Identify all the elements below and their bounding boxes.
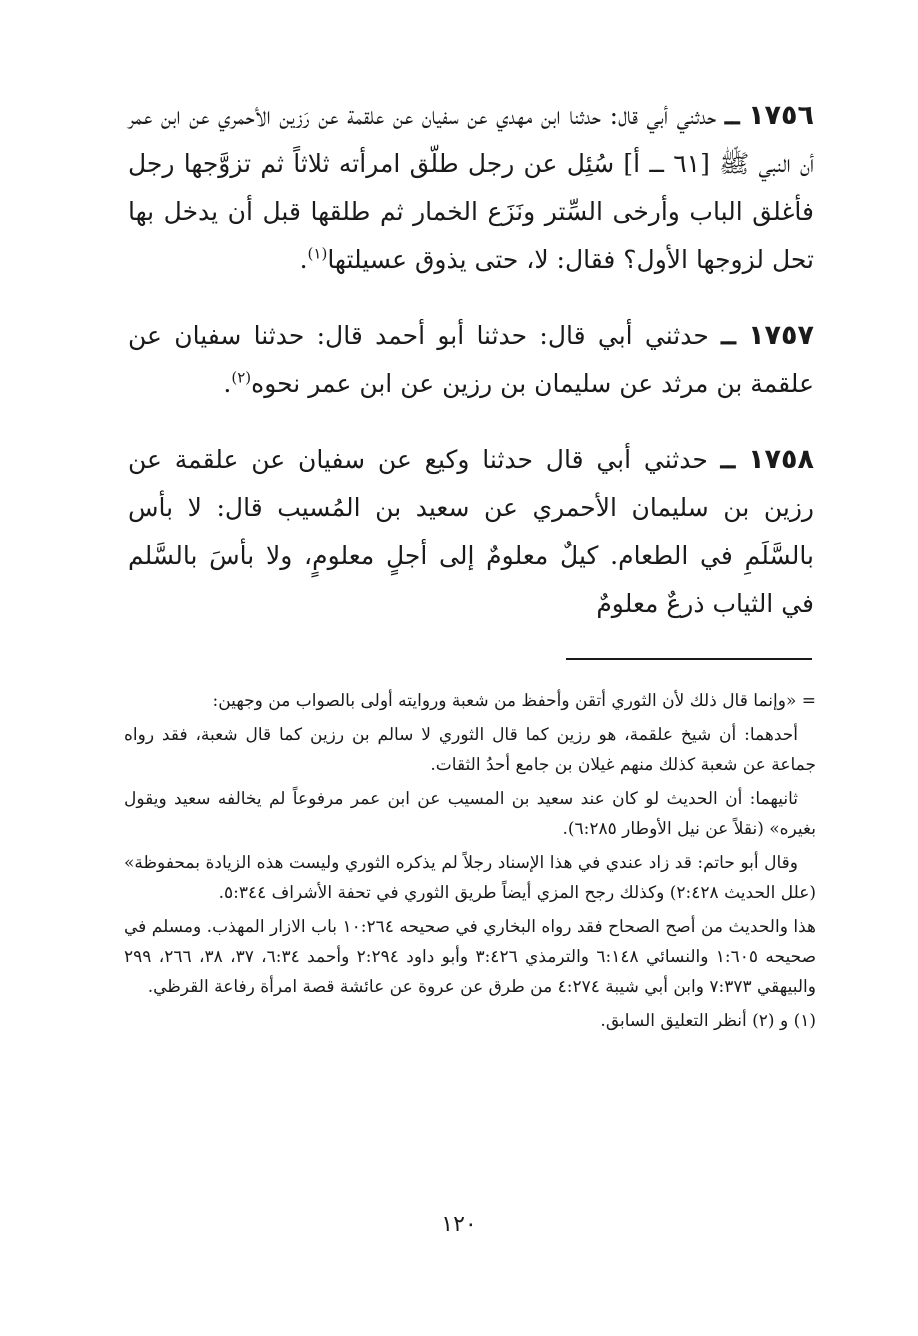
hadith-end: . — [223, 369, 232, 398]
hadith-1758 — [128, 436, 814, 628]
hadith-dash: ــ — [724, 101, 740, 130]
hadith-dash: ــ — [720, 445, 736, 474]
footnote-separator — [566, 658, 812, 660]
footnote-paragraph: أحدهما: أن شيخ علقمة، هو رزين كما قال الثوري لا سالم بن رزين كما قال شعبة، فقد رواه جماعة عن شعبة كذلك منهم غيلان بن جامع أحدُ الثقات. — [124, 725, 816, 775]
hadith-end: . — [299, 245, 308, 274]
footnote-paragraph: = «وإنما قال ذلك لأن الثوري أتقن وأحفظ من شعبة وروايته أولى بالصواب من وجهين: — [212, 691, 816, 711]
footnote-paragraph: وقال أبو حاتم: قد زاد عندي في هذا الإسناد رجلاً لم يذكره الثوري وليست هذه الزيادة بمحفوظة» (علل الحديث ٢:٤٢٨) وكذلك رجح المزي أيضاً طريق الثوري في تحفة الأشراف ٥:٣٤٤. — [124, 853, 816, 903]
main-text — [128, 92, 814, 656]
footnotes — [124, 686, 816, 1040]
hadith-text: حدثني أبي قال حدثنا وكيع عن سفيان عن علقمة عن رزين بن سليمان الأحمري عن سعيد بن المُسيب قال: لا بأس بالسَّلَمِ في الطعام. كيلٌ معلومٌ إلى أجلٍ معلومٍ، ولا بأسَ بالسَّلم في الثياب ذرعٌ معلومٌ — [128, 445, 814, 618]
footnote-paragraph: ثانيهما: أن الحديث لو كان عند سعيد بن المسيب عن ابن عمر مرفوعاً لم يخالفه سعيد ويقول بغيره» (نقلاً عن نيل الأوطار ٦:٢٨٥). — [124, 789, 816, 839]
footnote-paragraph: هذا والحديث من أصح الصحاح فقد رواه البخاري في صحيحه ١٠:٢٦٤ باب الازار المهذب. ومسلم في صحيحه ١:٦٠٥ والنسائي ٦:١٤٨ والترمذي ٣:٤٢٦ وأبو داود ٢:٢٩٤ وأحمد ٦:٣٤، ٣٧، ٣٨، ٢٦٦، ٢٩٩ والبيهقي ٧:٣٧٣ وابن أبي شيبة ٤:٢٧٤ من طرق عن عروة عن عائشة قصة امرأة رفاعة القرظي. — [124, 917, 817, 997]
hadith-number: ١٧٥٨ — [748, 444, 814, 475]
hadith-text: حدثني أبي قال: حدثنا أبو أحمد قال: حدثنا سفيان عن علقمة بن مرثد عن سليمان بن رزين عن ابن عمر نحوه — [128, 321, 814, 398]
page-number: ١٢٠ — [441, 1212, 477, 1237]
hadith-1756 — [128, 92, 814, 284]
hadith-number: ١٧٥٧ — [748, 320, 814, 351]
footnote-ref: (٢) — [231, 368, 252, 387]
hadith-dash: ــ — [721, 321, 736, 350]
hadith-1757 — [128, 312, 814, 408]
footnote-paragraph: (١) و (٢) أنظر التعليق السابق. — [600, 1011, 816, 1031]
hadith-text: حدثني أبي قال: حدثنا ابن مهدي عن سفيان عن علقمة عن رَزين الأحمري عن ابن عمر أن النبي ﷺ [٦١ ــ أ] سُئِل عن رجل طلّق امرأته ثلاثاً ثم تزوَّجها رجل فأغلق الباب وأرخى السِّتر ونَزَع الخمار ثم طلقها قبل أن يدخل بها تحل لزوجها الأول؟ فقال: لا، حتى يذوق عسيلتها — [128, 101, 815, 274]
footnote-ref: (١) — [307, 244, 328, 263]
hadith-number: ١٧٥٦ — [748, 100, 814, 131]
